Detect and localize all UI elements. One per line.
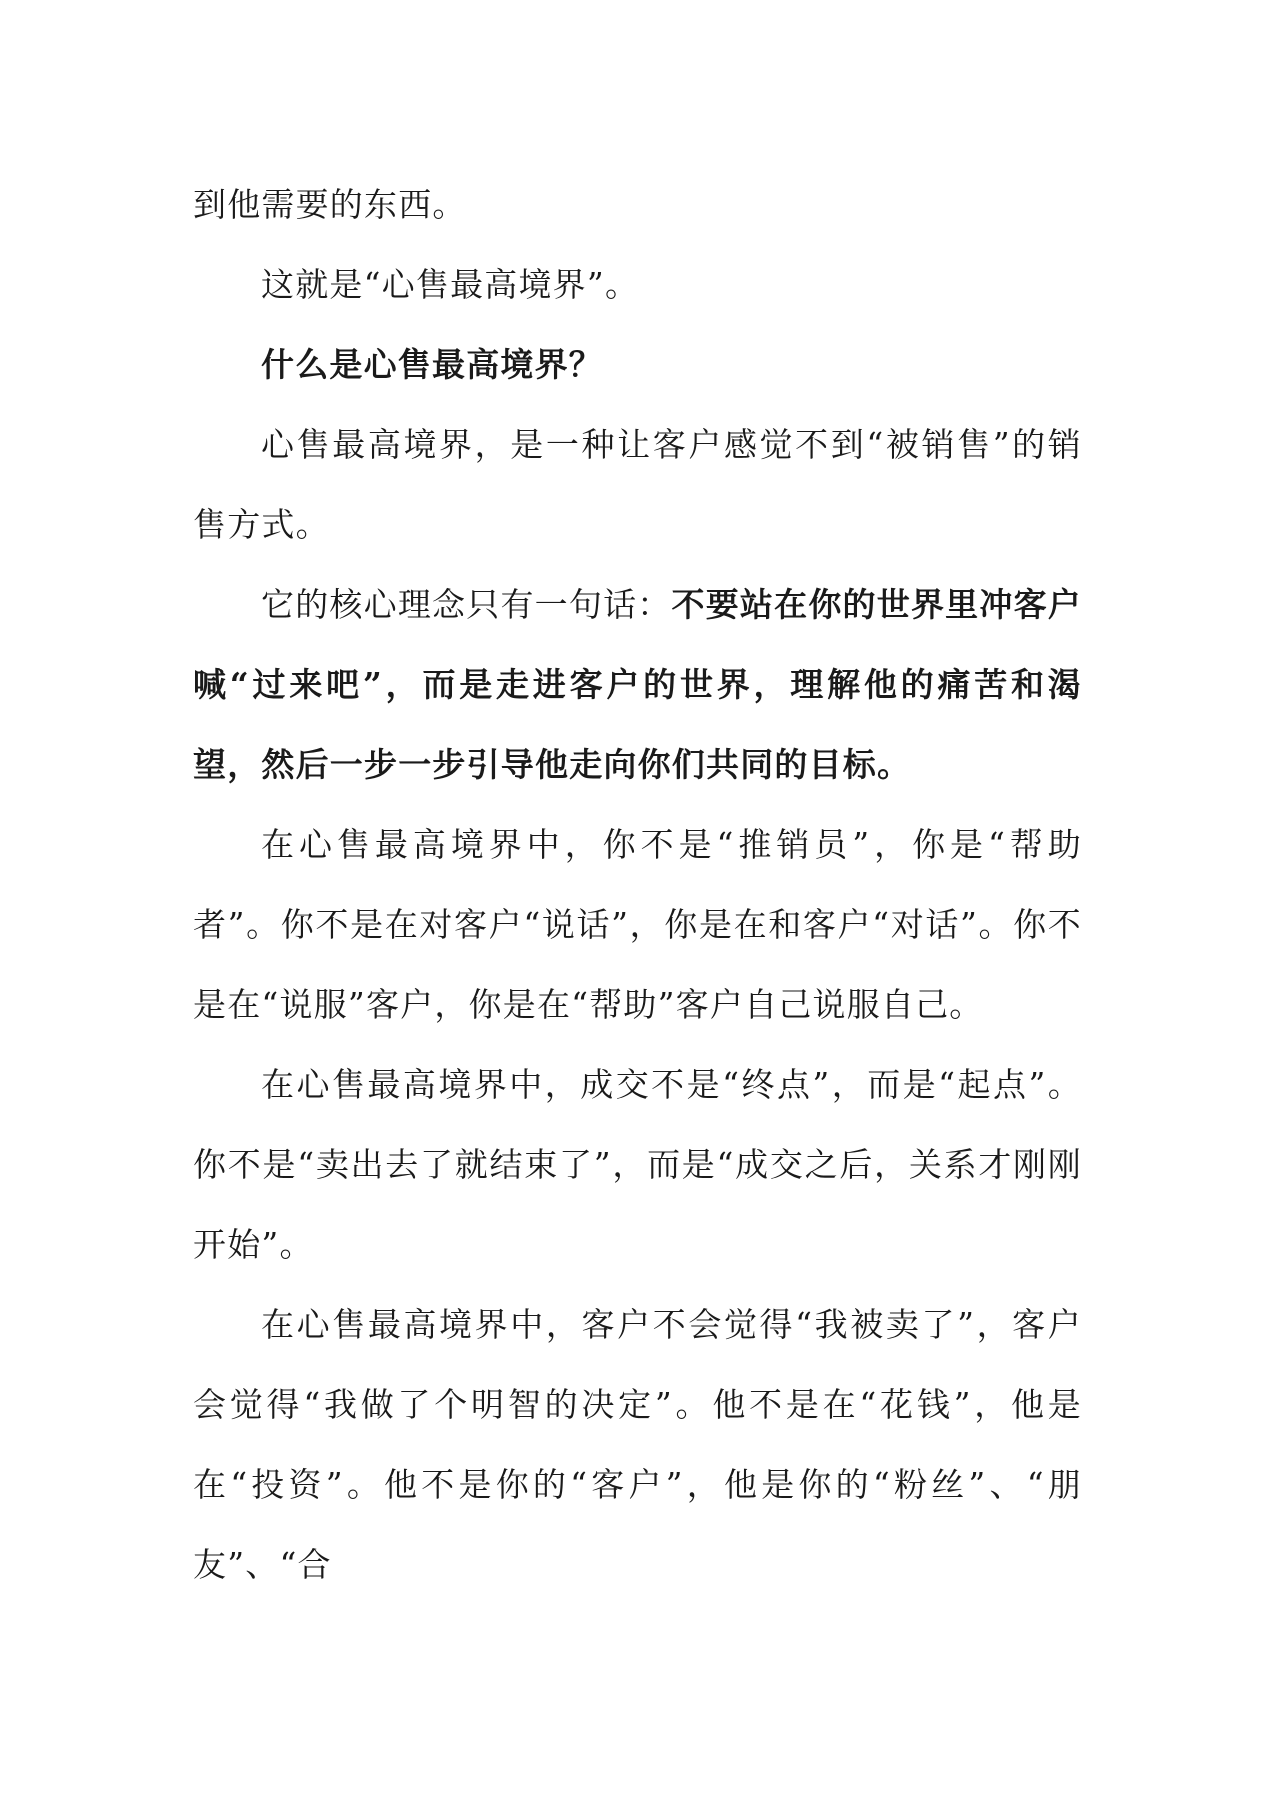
paragraph-customer-feeling: [193, 1285, 1082, 1605]
paragraph-definition: [193, 405, 1082, 565]
paragraph-core-idea: [193, 565, 1082, 805]
paragraph-summary: [193, 245, 1082, 325]
paragraph-starting-point: [193, 1045, 1082, 1285]
paragraph-text: 在心售最高境界中，成交不是“终点”，而是“起点”。你不是“卖出去了就结束了”，而是“成交之后，关系才刚刚开始”。: [193, 1065, 1082, 1264]
emphasized-text: 不要站在你的世界里冲客户喊“过来吧”，而是走进客户的世界，理解他的痛苦和渴望，然后一步一步引导他走向你们共同的目标。: [193, 585, 1082, 784]
document-body: [193, 165, 1082, 1605]
heading-text: 什么是心售最高境界？: [261, 345, 603, 384]
paragraph-text: 心售最高境界，是一种让客户感觉不到“被销售”的销售方式。: [193, 425, 1082, 544]
document-page: [193, 165, 1082, 1605]
paragraph-text: 它的核心理念只有一句话：: [261, 585, 672, 624]
paragraph-continuation: [193, 165, 1082, 245]
paragraph-text: 到他需要的东西。: [193, 185, 467, 224]
paragraph-helper: [193, 805, 1082, 1045]
paragraph-text: 在心售最高境界中，客户不会觉得“我被卖了”，客户会觉得“我做了个明智的决定”。他不是在“花钱”，他是在“投资”。他不是你的“客户”，他是你的“粉丝”、“朋友”、“合: [193, 1305, 1082, 1584]
paragraph-text: 在心售最高境界中，你不是“推销员”，你是“帮助者”。你不是在对客户“说话”，你是在和客户“对话”。你不是在“说服”客户，你是在“帮助”客户自己说服自己。: [193, 825, 1082, 1024]
paragraph-text: 这就是“心售最高境界”。: [261, 265, 640, 304]
section-heading: [193, 325, 1082, 405]
